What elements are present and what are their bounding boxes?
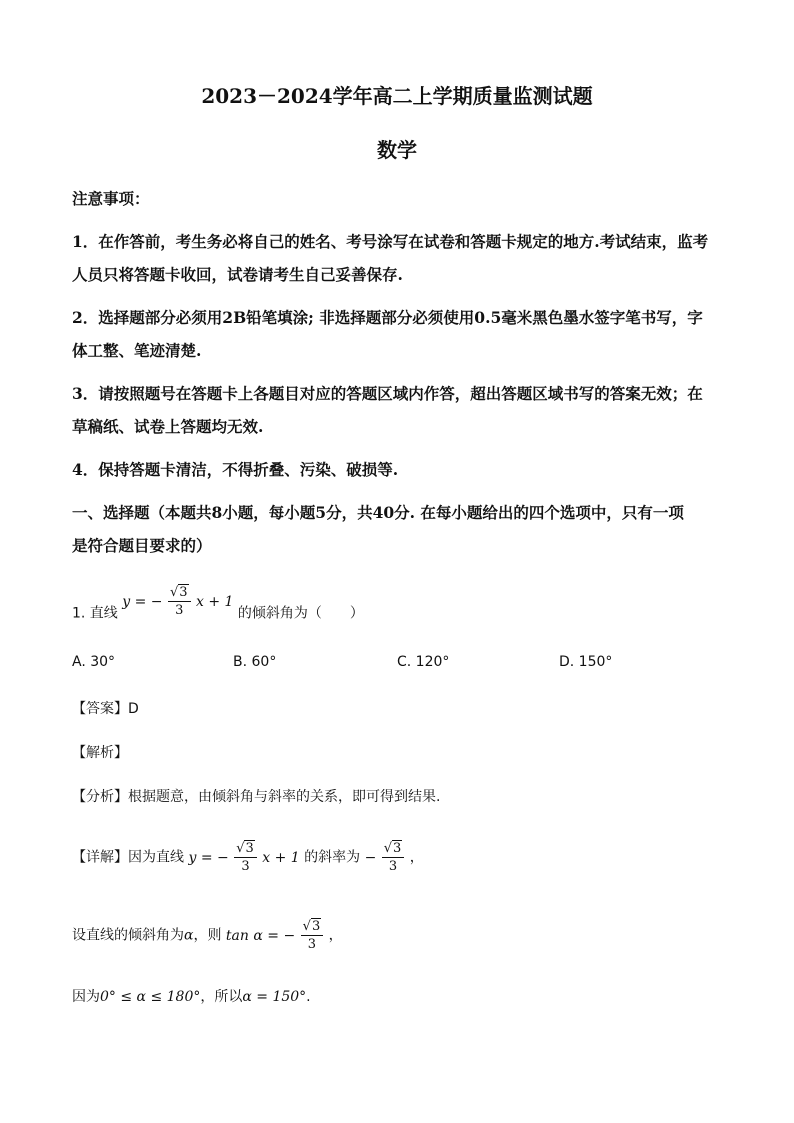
page-title: 2023－2024学年高二上学期质量监测试题 [201, 84, 593, 108]
detail: 【详解】因为直线 y = − $\frac{√3}{3}$ x + 1 的斜率为 − $\frac{√3}{3}$ ， [72, 841, 424, 874]
line-equation: y = − $\frac{√3}{3}$ x + 1 [122, 585, 234, 618]
notice-item-1-line-2: 人员只将答题卡收回，试卷请考生自己妥善保存. [72, 265, 403, 284]
notice-item-1 [72, 225, 724, 291]
option-d: D. 150° [559, 654, 613, 670]
section-heading-line-2: 是符合题目要求的） [72, 536, 212, 555]
notice-item-2 [72, 301, 724, 367]
notice-item-3-line-1: 3．请按照题号在答题卡上各题目对应的答题区域内作答，超出答题区域书写的答案无效；在 [72, 384, 703, 403]
range-expression: 0° ≤ α ≤ 180° [100, 989, 201, 1005]
question-1-suffix: 的倾斜角为（ ） [237, 605, 364, 622]
question-1 [72, 585, 364, 631]
answer-value: D [128, 701, 139, 717]
option-c: C. 120° [397, 654, 450, 670]
detail-equation: y = − $\frac{√3}{3}$ x + 1 [188, 841, 300, 874]
answer-label: 【答案】 [72, 701, 128, 717]
option-b: B. 60° [233, 654, 277, 670]
notice-item-2-line-1: 2．选择题部分必须用2B铅笔填涂; 非选择题部分必须使用0.5毫米黑色墨水签字笔书写，字 [72, 308, 703, 327]
tan-equation: tan α = − $\frac{√3}{3}$ [226, 928, 329, 944]
section-heading-line-1: 一、选择题（本题共8小题，每小题5分，共40分. 在每小题给出的四个选项中，只有一项 [72, 503, 684, 522]
notice-item-4: 4．保持答题卡清洁，不得折叠、污染、破损等. [72, 460, 399, 479]
notice-item-2-line-2: 体工整、笔迹清楚. [72, 341, 202, 360]
fraction-sqrt3-over-3: $\frac{√3}{3}$ [168, 584, 191, 619]
question-1-prefix: 1. 直线 [72, 605, 118, 622]
subject-title: 数学 [377, 138, 417, 162]
detail-slope: − $\frac{√3}{3}$ [365, 850, 410, 866]
range-conclusion: 因为0° ≤ α ≤ 180°，所以α = 150°. [72, 989, 311, 1005]
detail-label: 【详解】 [72, 849, 128, 866]
notice-item-1-line-1: 1．在作答前，考生务必将自己的姓名、考号涂写在试卷和答题卡规定的地方.考试结束，监考 [72, 232, 709, 251]
answer [72, 698, 139, 718]
set-angle: 设直线的倾斜角为α，则 tan α = − $\frac{√3}{3}$ ， [72, 919, 343, 952]
option-a: A. 30° [72, 654, 116, 670]
fenxi-text: 根据题意，由倾斜角与斜率的关系，即可得到结果. [128, 789, 441, 805]
notice-item-3-line-2: 草稿纸、试卷上答题均无效. [72, 417, 264, 436]
analysis-label: 【解析】 [72, 745, 128, 761]
section-heading-choice [72, 496, 724, 562]
notice-heading: 注意事项： [72, 189, 150, 208]
notice-item-3 [72, 377, 724, 443]
fenxi [72, 786, 440, 806]
alpha-result: α = 150° [242, 989, 307, 1005]
fenxi-label: 【分析】 [72, 789, 128, 805]
